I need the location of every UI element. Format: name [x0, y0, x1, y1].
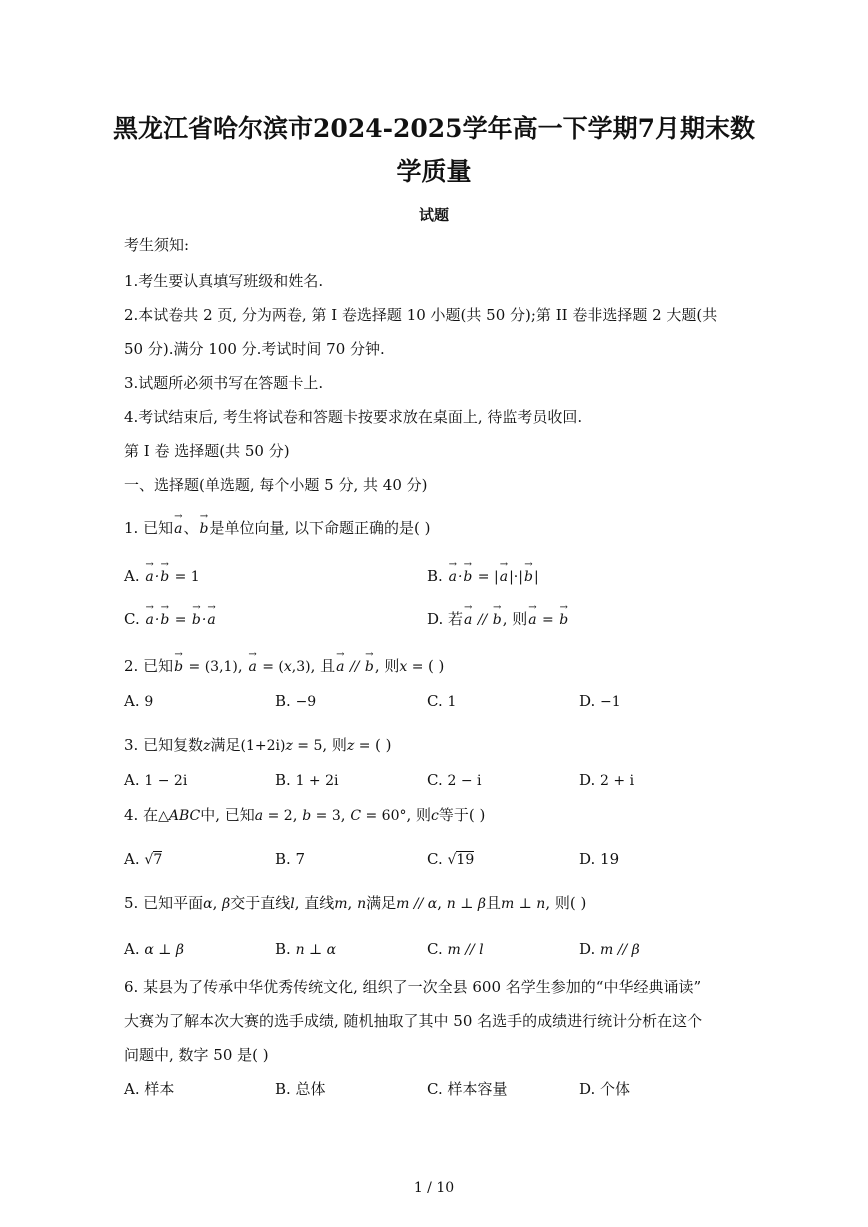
question-6-line1: 6. 某县为了传承中华优秀传统文化, 组织了一次全县 600 名学生参加的“中华经典诵读” [124, 978, 702, 996]
question-3-stem: 3. 已知复数z满足(1+2i)z = 5, 则z = ( ) [124, 736, 392, 754]
question-4-stem: 4. 在△ABC中, 已知a = 2, b = 3, C = 60°, 则c等于( ) [124, 806, 486, 824]
question-3-option-a: A. 1 − 2i [124, 771, 188, 789]
question-4-option-a: A. √7 [124, 850, 163, 868]
question-1-stem: 1. 已知→ a、→ b是单位向量, 以下命题正确的是( ) [124, 519, 430, 538]
question-2-option-c: C. 1 [427, 692, 457, 710]
page-title-line2: 学质量 [396, 157, 472, 186]
question-6-option-a: A. 样本 [124, 1080, 175, 1098]
question-3-option-b: B. 1 + 2i [275, 771, 339, 789]
section-heading: 一、选择题(单选题, 每个小题 5 分, 共 40 分) [124, 476, 428, 494]
question-1-option-c: C. → a·→ b = → b·→ a [124, 610, 217, 629]
question-4-option-d: D. 19 [579, 850, 620, 868]
question-5-option-c: C. m // l [427, 940, 484, 958]
question-6-option-d: D. 个体 [579, 1080, 631, 1098]
notice-item-1: 1.考生要认真填写班级和姓名. [124, 272, 324, 290]
question-1-option-d: D. 若→ a // → b, 则→ a = → b [427, 610, 569, 629]
question-3-option-d: D. 2 + i [579, 771, 635, 789]
question-5-stem: 5. 已知平面α, β交于直线l, 直线m, n满足m // α, n ⊥ β且m ⊥ n, 则( ) [124, 894, 587, 912]
question-2-option-d: D. −1 [579, 692, 621, 710]
question-3-option-c: C. 2 − i [427, 771, 482, 789]
question-2-option-b: B. −9 [275, 692, 317, 710]
question-2-option-a: A. 9 [124, 692, 154, 710]
question-6-option-b: B. 总体 [275, 1080, 326, 1098]
question-4-option-b: B. 7 [275, 850, 306, 868]
question-6-line3: 问题中, 数字 50 是( ) [124, 1046, 269, 1064]
notice-item-4: 4.考试结束后, 考生将试卷和答题卡按要求放在桌面上, 待监考员收回. [124, 408, 583, 426]
notice-item-2-cont: 50 分).满分 100 分.考试时间 70 分钟. [124, 340, 385, 358]
section-part: 第 I 卷 选择题(共 50 分) [124, 442, 290, 460]
question-1-option-b: B. → a·→ b = |→ a|·|→ b| [427, 567, 539, 586]
question-6-line2: 大赛为了解本次大赛的选手成绩, 随机抽取了其中 50 名选手的成绩进行统计分析在这个 [124, 1012, 703, 1030]
question-4-option-c: C. √19 [427, 850, 475, 868]
page-number: 1 / 10 [413, 1180, 455, 1196]
notice-item-3: 3.试题所必须书写在答题卡上. [124, 374, 324, 392]
question-2-stem: 2. 已知→ b = (3,1), → a = (x,3), 且→ a // → b, 则x = ( ) [124, 657, 444, 676]
page-subtitle: 试题 [418, 206, 449, 224]
question-5-option-d: D. m // β [579, 940, 640, 958]
question-5-option-a: A. α ⊥ β [124, 940, 185, 958]
question-5-option-b: B. n ⊥ α [275, 940, 337, 958]
question-1-option-a: A. → a·→ b = 1 [124, 567, 200, 586]
page-title-line1: 黑龙江省哈尔滨市2024-2025学年高一下学期7月期末数 [113, 114, 755, 143]
question-6-option-c: C. 样本容量 [427, 1080, 508, 1098]
notice-heading: 考生须知: [124, 236, 190, 254]
notice-item-2: 2.本试卷共 2 页, 分为两卷, 第 I 卷选择题 10 小题(共 50 分);第 II 卷非选择题 2 大题(共 [124, 306, 718, 324]
